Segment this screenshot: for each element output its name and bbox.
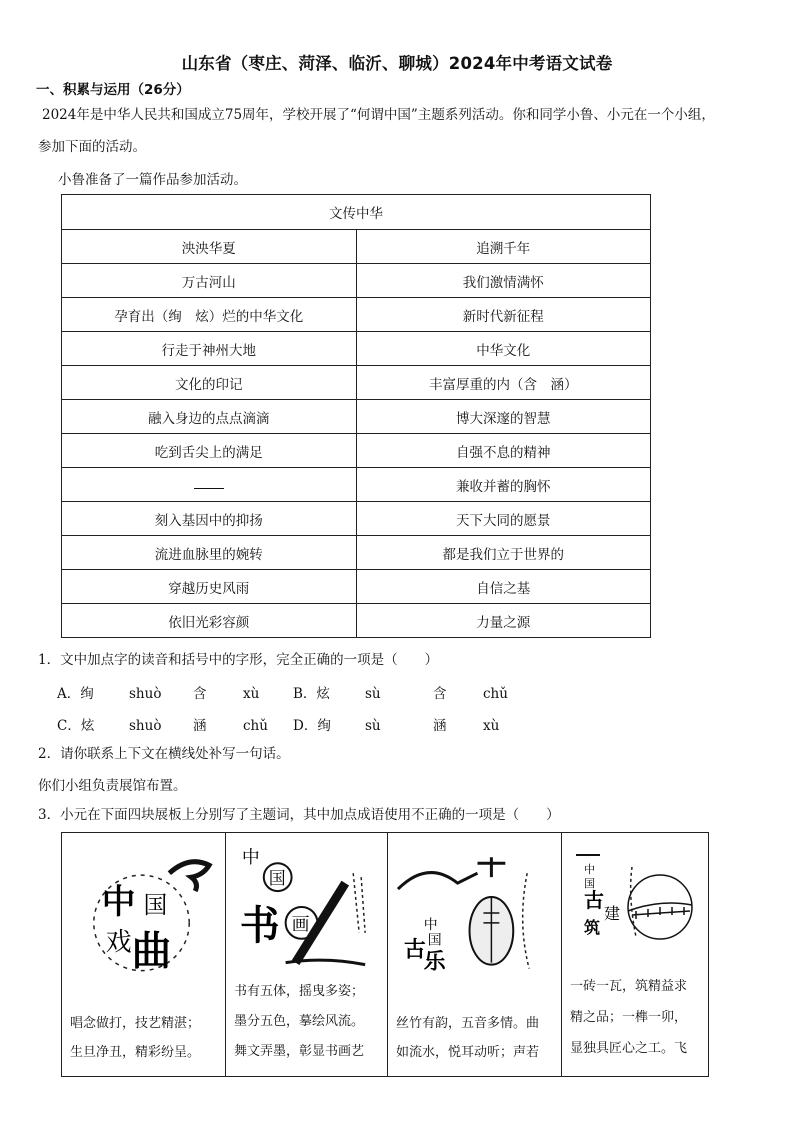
poem-left-line: 吃到舌尖上的满足 [62,434,357,468]
poem-right-line: 天下大同的愿景 [356,502,651,536]
poem-row [62,298,651,332]
intro-line-3: 小鲁准备了一篇作品参加活动。 [58,172,247,188]
poem-left-line: 融入身边的点点滴滴 [62,400,357,434]
panel-calligraphy [226,833,388,1076]
calligraphy-illustration [226,833,387,973]
arch-glyph-4: 建 [604,904,621,923]
poem-left-line: 行走于神州大地 [62,332,357,366]
poem-right-line: 我们激情满怀 [356,264,651,298]
poem-left-line: 孕育出（绚 炫）烂的中华文化 [62,298,357,332]
calligraphy-glyph-4: 画 [291,913,310,935]
architecture-illustration [562,833,706,973]
opera-glyph-1: 中 [101,880,136,921]
q2-follow: 你们小组负责展馆布置。 [38,778,187,794]
poem-left-line: 穿越历史风雨 [62,570,357,604]
music-glyph-4: 乐 [423,948,446,973]
poem-right-line: 自强不息的精神 [356,434,651,468]
q1-option-d-char2: 涵 [433,718,447,734]
q1-option-d-py1: sù [365,718,381,734]
calligraphy-glyph-1: 中 [241,847,260,869]
poem-right-line: 丰富厚重的内（含 涵） [356,366,651,400]
q1-option-b-py2: chǔ [483,686,508,702]
architecture-line-1: 一砖一瓦，筑精益求 [570,979,688,994]
music-glyph-1: 中 [423,916,438,933]
q1-options-row-1 [57,682,533,702]
exam-title: 山东省（枣庄、菏泽、临沂、聊城）2024年中考语文试卷 [181,54,613,73]
poem-left-line: 刻入基因中的抑扬 [62,502,357,536]
music-line-2: 如流水，悦耳动听；声若 [396,1045,540,1060]
q1-option-b-char: B．炫 [293,686,330,702]
q1-option-a-char2: 含 [193,686,207,702]
opera-line-2: 生旦净丑，精彩纷呈。 [70,1045,201,1060]
music-line-1: 丝竹有韵，五音多情。曲 [396,1016,540,1031]
poem-table [61,194,651,638]
poem-right-line: 自信之基 [356,570,651,604]
poem-left-line: 万古河山 [62,264,357,298]
poem-right-line: 力量之源 [356,604,651,638]
poem-row [62,400,651,434]
poem-row [62,434,651,468]
fill-in-blank[interactable] [194,478,224,489]
q1-options-row-2 [57,714,533,734]
opera-glyph-2: 国 [143,890,168,919]
poem-row [62,570,651,604]
poem-row [62,230,651,264]
poem-row [62,468,651,502]
architecture-line-3: 显独具匠心之工。飞 [570,1041,688,1056]
panel-architecture [562,833,706,1076]
poem-row [62,366,651,400]
q1-option-d-char: D．绚 [293,718,331,734]
poem-title: 文传中华 [62,195,651,230]
poem-row [62,604,651,638]
q1-option-b-char2: 含 [433,686,447,702]
poem-left-line: 文化的印记 [62,366,357,400]
panel-opera [62,833,226,1076]
calligraphy-line-3: 舞文弄墨，彰显书画艺 [234,1044,365,1059]
opera-line-1: 唱念做打，技艺精湛； [70,1016,201,1031]
architecture-line-2: 精之品；一榫一卯， [570,1010,688,1025]
poem-row [62,264,651,298]
arch-glyph-1: 中 [584,863,595,876]
intro-line-1: 2024年是中华人民共和国成立75周年，学校开展了“何谓中国”主题系列活动。你和同学小鲁、小元在一个小组， [42,107,715,123]
poem-right-line: 博大深邃的智慧 [356,400,651,434]
poem-right-line: 中华文化 [356,332,651,366]
q2-stem: 2．请你联系上下文在横线处补写一句话。 [38,746,290,762]
music-illustration [388,833,561,973]
calligraphy-line-2: 墨分五色，摹绘风流。 [234,1014,365,1029]
poem-row [62,332,651,366]
poem-right-line: 新时代新征程 [356,298,651,332]
q1-option-d-py2: xù [483,718,500,734]
arch-glyph-2: 国 [584,877,595,890]
arch-glyph-5: 筑 [584,918,601,937]
poem-row [62,502,651,536]
q1-option-a-char: A．绚 [57,686,94,702]
calligraphy-glyph-2: 国 [268,868,286,889]
section-heading: 一、积累与运用（26分） [36,82,190,98]
q1-stem: 1．文中加点字的读音和括号中的字形，完全正确的一项是（ ） [38,652,439,668]
poem-right-line: 兼收并蓄的胸怀 [356,468,651,502]
music-glyph-2: 国 [427,932,442,949]
poem-right-line: 追溯千年 [356,230,651,264]
q3-stem: 3．小元在下面四块展板上分别写了主题词，其中加点成语使用不正确的一项是（ ） [38,807,560,823]
q1-option-a-py1: shuò [129,686,162,702]
q1-option-c-py2: chǔ [243,718,268,734]
poem-left-line: 流进血脉里的婉转 [62,536,357,570]
q1-option-c-char2: 涵 [193,718,207,734]
exhibit-panels [61,832,709,1077]
q1-option-b-py1: sù [365,686,381,702]
arch-glyph-3: 古 [584,888,604,912]
q1-option-a-py2: xù [243,686,260,702]
calligraphy-glyph-3: 书 [239,902,280,949]
intro-line-2: 参加下面的活动。 [38,139,146,155]
poem-left-line [62,468,357,502]
poem-left-line: 依旧光彩容颜 [62,604,357,638]
opera-glyph-3: 戏 [105,927,132,958]
music-glyph-3: 古 [403,936,426,963]
poem-right-line: 都是我们立于世界的 [356,536,651,570]
opera-illustration [62,833,225,973]
q1-option-c-py1: shuò [129,718,162,734]
calligraphy-line-1: 书有五体，摇曳多姿； [234,984,365,999]
q1-option-c-char: C．炫 [57,718,95,734]
poem-row [62,536,651,570]
opera-glyph-4: 曲 [131,928,172,973]
panel-music [388,833,562,1076]
poem-left-line: 泱泱华夏 [62,230,357,264]
